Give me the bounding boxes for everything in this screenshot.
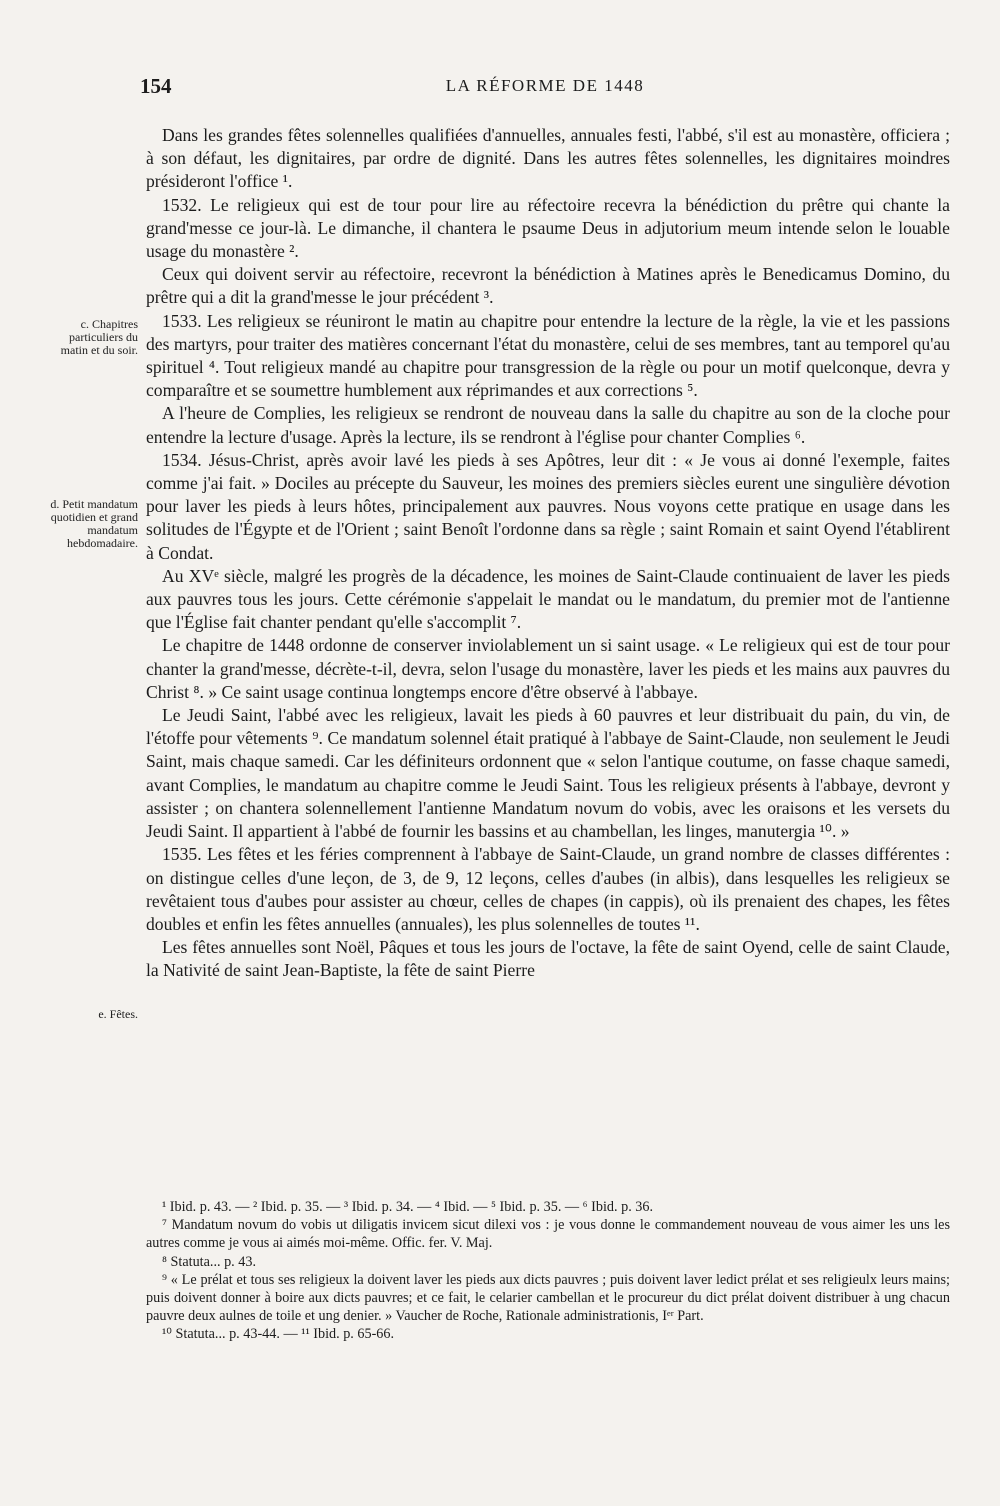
footnote: ⁷ Mandatum novum do vobis ut diligatis invicem sicut dilexi vos : je vous donne le commandement nouveau de vous aimer les uns les autres comme je vous ai aimés moi-même. Offic. fer. V. Maj.: [146, 1217, 950, 1252]
footnote: ⁸ Statuta... p. 43.: [162, 1253, 257, 1270]
paragraph: Les fêtes annuelles sont Noël, Pâques et tous les jours de l'octave, la fête de saint Oyend, celle de saint Claude, la Nativité de saint Jean-Baptiste, la fête de saint Pierre: [146, 937, 950, 981]
paragraph: Le chapitre de 1448 ordonne de conserver inviolablement un si saint usage. « Le religieux qui est de tour pour chanter la grand'messe, décrète-t-il, devra, selon l'usage du monastère, laver les pieds et les mains aux pauvres du Christ ⁸. » Ce saint usage continua longtemps encore d'être observé à l'abbaye.: [146, 635, 950, 702]
paragraph: 1535. Les fêtes et les féries comprennent à l'abbaye de Saint-Claude, un grand nombre de classes différentes : on distingue celles d'une leçon, de 3, de 9, 12 leçons, celles d'aubes (in albis), dans lesquelles les religieux se revêtaient tous d'aubes pour assister au chœur, celles de chapes (in cappis), où ils prenaient des chapes, les fêtes doubles et enfin les fêtes annuelles (annuales), les plus solennelles de toutes ¹¹.: [146, 844, 950, 934]
paragraph: Au XVᵉ siècle, malgré les progrès de la décadence, les moines de Saint-Claude continuaient de laver les pieds aux pauvres tous les jours. Cette cérémonie s'appelait le mandat ou le mandatum, du premier mot de l'antienne que l'Église fait chanter pendant qu'elle s'accomplit ⁷.: [146, 565, 950, 633]
side-note-chapitres: c. Chapitres particuliers du matin et du soir.: [60, 317, 138, 357]
paragraph: Le Jeudi Saint, l'abbé avec les religieux, lavait les pieds à 60 pauvres et leur distribuait du pain, du vin, de l'étoffe pour vêtements ⁹. Ce mandatum solennel était pratiqué à l'abbaye de Saint-Claude, non seulement le Jeudi Saint, mais chaque samedi. Car les définiteurs ordonnent que « selon l'antique coutume, on fasse chaque samedi, avant Complies, le mandatum au chapitre comme le Jeudi Saint. Tous les religieux présents à l'abbaye, devront y assister ; on chantera solennellement l'antienne Mandatum novum do vobis, avec les oraisons et les versets du Jeudi Saint. Il appartient à l'abbé de fournir les bassins et au chambellan, les linges, manutergia ¹⁰. »: [146, 705, 950, 842]
footnotes: [146, 1198, 950, 1344]
footnote: ¹ Ibid. p. 43. — ² Ibid. p. 35. — ³ Ibid. p. 34. — ⁴ Ibid. — ⁵ Ibid. p. 35. — ⁶ Ibid. p. 36.: [162, 1199, 654, 1215]
page-number: 154: [140, 74, 172, 98]
body-text: [146, 124, 950, 983]
page-header: [140, 74, 950, 104]
footnote: ⁹ « Le prélat et tous ses religieux la doivent laver les pieds aux dicts pauvres ; puis doivent laver ledict prélat et ses religieulx leurs mains; puis doivent donner à boire aux dicts pauvres; et ce fait, le celarier cambellan et le procureur du dict prélat doivent distribuer à ung chacun pauvre deux aulnes de toile et ung denier. » Vaucher de Roche, Rationale administrationis, Iᵉʳ Part.: [146, 1271, 950, 1325]
side-note-fetes: e. Fêtes.: [98, 1007, 138, 1021]
paragraph: Dans les grandes fêtes solennelles qualifiées d'annuelles, annuales festi, l'abbé, s'il est au monastère, officiera ; à son défaut, les dignitaires, par ordre de dignité. Dans les autres fêtes solennelles, les dignitaires moindres présideront l'office ¹.: [146, 125, 950, 192]
running-title: LA RÉFORME DE 1448: [445, 76, 645, 95]
side-note-mandatum: d. Petit mandatum quotidien et grand mandatum hebdomadaire.: [50, 497, 138, 550]
paragraph: 1532. Le religieux qui est de tour pour lire au réfectoire recevra la bénédiction du prêtre qui chante la grand'messe ce jour-là. Le dimanche, il chantera le psaume Deus in adjutorium meum intende selon le louable usage du monastère ².: [146, 194, 950, 262]
paragraph: 1533. Les religieux se réuniront le matin au chapitre pour entendre la lecture de la règle, la vie et les passions des martyrs, pour traiter des matières concernant l'état du monastère, celui de ses membres, tant au temporel qu'au spirituel ⁴. Tout religieux mandé au chapitre pour transgression de la règle ou pour un motif quelconque, devra y comparaître et se soumettre humblement aux réprimandes et aux corrections ⁵.: [146, 310, 950, 401]
paragraph: 1534. Jésus-Christ, après avoir lavé les pieds à ses Apôtres, leur dit : « Je vous ai donné l'exemple, faites comme j'ai fait. » Dociles au précepte du Sauveur, les moines des premiers siècles eurent une singulière dévotion pour laver les pieds à leurs hôtes, principalement aux pauvres. Nous voyons cette pratique en usage dans les solitudes de l'Égypte et de l'Orient ; saint Benoît l'ordonne dans sa règle ; saint Romain et saint Oyend l'établirent à Condat.: [146, 449, 950, 563]
footnote: ¹⁰ Statuta... p. 43-44. — ¹¹ Ibid. p. 65-66.: [162, 1326, 395, 1343]
paragraph: Ceux qui doivent servir au réfectoire, recevront la bénédiction à Matines après le Benedicamus Domino, du prêtre qui a dit la grand'messe le jour précédent ³.: [146, 264, 950, 308]
paragraph: A l'heure de Complies, les religieux se rendront de nouveau dans la salle du chapitre au son de la cloche pour entendre la lecture d'usage. Après la lecture, ils se rendront à l'église pour chanter Complies ⁶.: [146, 403, 950, 447]
